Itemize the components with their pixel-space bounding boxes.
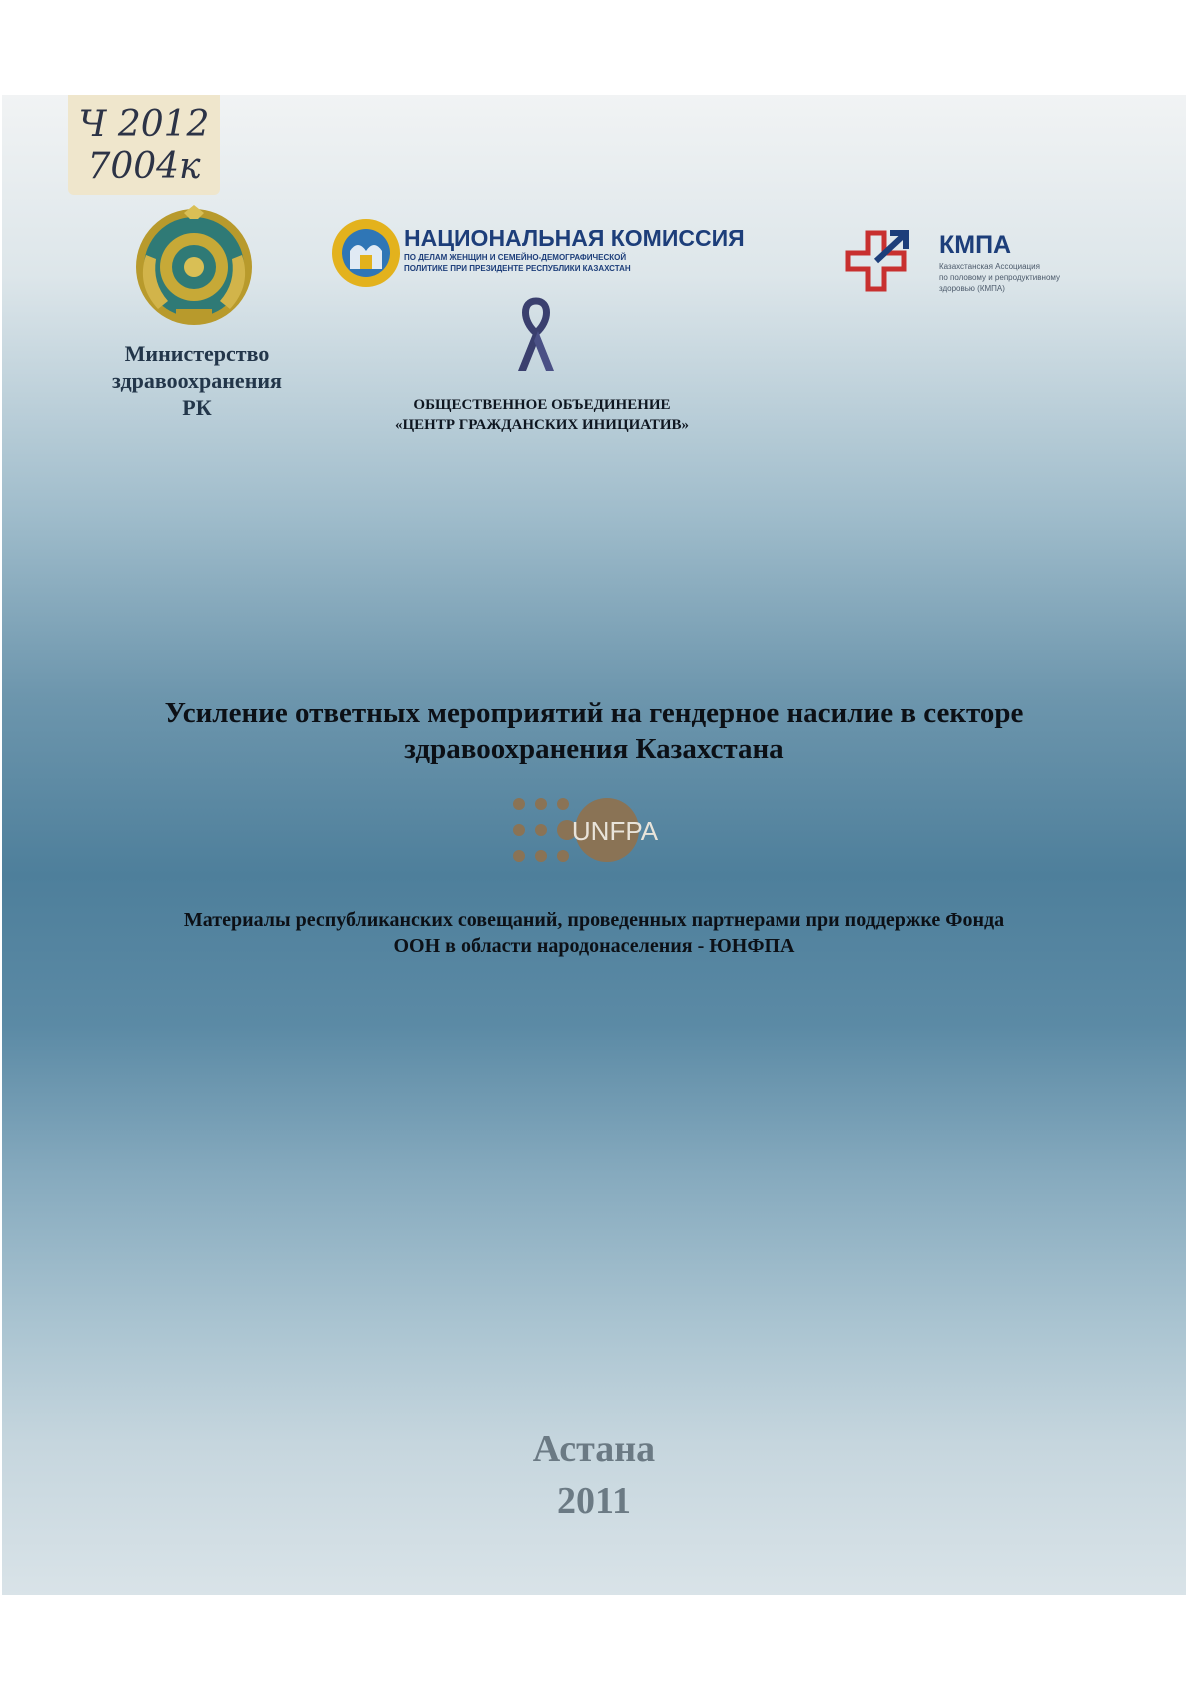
publication-title — [62, 695, 1126, 767]
ministry-of-health-label — [87, 340, 307, 421]
national-commission-subtitle-line-2: ПОЛИТИКЕ ПРИ ПРЕЗИДЕНТЕ РЕСПУБЛИКИ КАЗАХСТАН — [404, 264, 631, 273]
kmpa-subtitle-line-3: здоровью (КМПА) — [939, 284, 1005, 293]
national-commission-subtitle-line-1: ПО ДЕЛАМ ЖЕНЩИН И СЕМЕЙНО-ДЕМОГРАФИЧЕСКОЙ — [404, 253, 627, 262]
imprint-city: Астана — [532, 1428, 656, 1470]
civic-initiatives-center-label — [342, 395, 742, 435]
civic-center-line-2: «ЦЕНТР ГРАЖДАНСКИХ ИНИЦИАТИВ» — [394, 417, 690, 433]
ministry-line-3: РК — [182, 395, 212, 420]
publication-title-line-1: Усиление ответных мероприятий на гендерное насилие в секторе — [164, 697, 1024, 729]
kmpa-title: КМПА — [939, 231, 1012, 259]
national-commission-title: НАЦИОНАЛЬНАЯ КОМИССИЯ — [404, 225, 745, 251]
publication-subtitle — [42, 907, 1146, 959]
kazakhstan-emblem-icon — [132, 205, 256, 329]
unfpa-logo-icon — [507, 792, 667, 872]
kmpa-subtitle-line-2: по половому и репродуктивному — [939, 273, 1060, 282]
publication-subtitle-line-1: Материалы республиканских совещаний, проведенных партнерами при поддержке Фонда — [183, 909, 1005, 931]
kmpa-subtitle — [939, 261, 1059, 294]
imprint — [442, 1423, 746, 1527]
imprint-year: 2011 — [557, 1480, 631, 1522]
ministry-line-1: Министерство — [124, 341, 270, 366]
publication-title-line-2: здравоохранения Казахстана — [404, 733, 784, 765]
book-cover — [2, 95, 1186, 1595]
publication-subtitle-line-2: ООН в области народонаселения - ЮНФПА — [393, 935, 795, 957]
ministry-line-2: здравоохранения — [112, 368, 282, 393]
awareness-ribbon-icon — [512, 297, 560, 375]
kmpa-logo-icon — [838, 223, 918, 303]
unfpa-logo-text: UNFPA — [571, 816, 659, 846]
national-commission-subtitle — [404, 252, 724, 274]
call-number-line-1: Ч 2012 — [78, 104, 210, 145]
national-commission-logo-icon — [330, 217, 402, 289]
call-number-line-2: 7004к — [87, 146, 201, 187]
library-call-number-sticker — [68, 95, 220, 195]
civic-center-line-1: ОБЩЕСТВЕННОЕ ОБЪЕДИНЕНИЕ — [413, 397, 671, 413]
kmpa-subtitle-line-1: Казахстанская Ассоциация — [939, 262, 1040, 271]
